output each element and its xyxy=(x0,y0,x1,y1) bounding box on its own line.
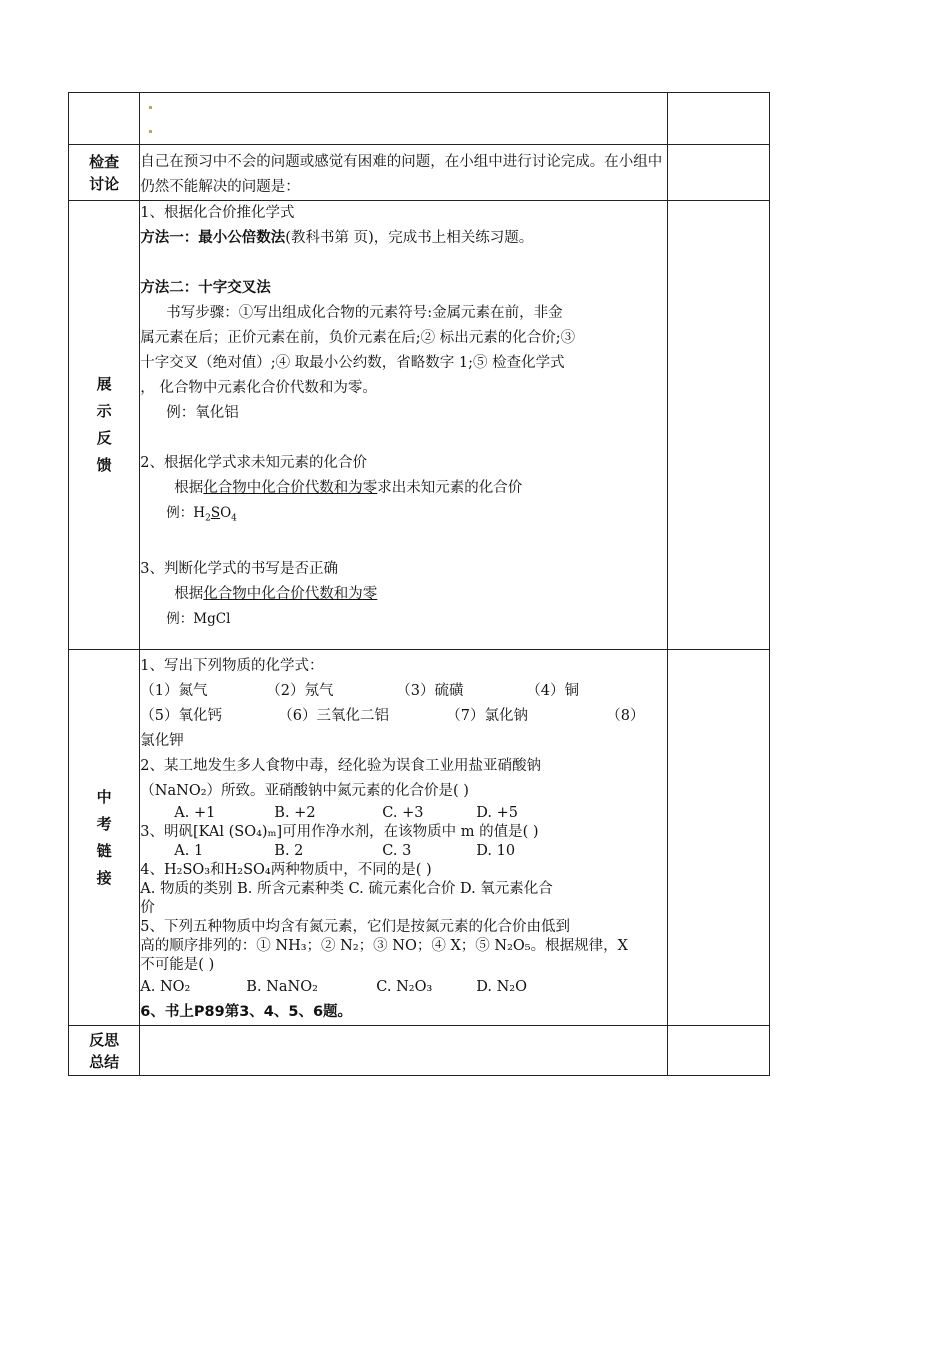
q5-option: D. N₂O xyxy=(476,979,528,995)
marker-dot xyxy=(149,106,152,109)
check-label-line1: 检查 xyxy=(89,153,120,171)
steps-line-3: 十字交叉（绝对值）;④ 取最小公约数，省略数字 1;⑤ 检查化学式 xyxy=(140,355,565,371)
q1-row-1 xyxy=(140,679,666,704)
q5-line-2: 高的顺序排列的：① NH₃；② N₂；③ NO；④ X；⑤ N₂O₅。根据规律，X xyxy=(140,938,628,954)
q3-option: B. 2 xyxy=(274,843,304,859)
section3-rule-pre: 根据 xyxy=(174,585,204,602)
reflect-content xyxy=(140,1026,667,1076)
example-3: 例：MgCl xyxy=(166,610,231,627)
exam-label-char: 考 xyxy=(96,814,112,833)
example-2-s: S xyxy=(210,505,221,521)
q5-option: B. NaNO₂ xyxy=(246,979,318,995)
row-top-notes xyxy=(667,93,769,145)
row-check xyxy=(69,145,770,201)
q2-option: A. +1 xyxy=(174,805,216,821)
q1-item: （1）氮气 xyxy=(140,683,208,699)
q3-option: D. 10 xyxy=(476,843,516,859)
section2-title: 2、根据化学式求未知元素的化合价 xyxy=(140,455,368,471)
q1-item: （5）氧化钙 xyxy=(140,708,223,724)
section2-rule-post: 求出未知元素的化合价 xyxy=(377,480,523,496)
method1-title: 方法一：最小公倍数法 xyxy=(140,230,286,246)
row-reflect xyxy=(69,1026,770,1076)
example-1: 例：氧化铝 xyxy=(166,405,239,421)
q1-title: 1、写出下列物质的化学式： xyxy=(140,658,324,674)
reflect-notes xyxy=(667,1026,769,1076)
q4-line: 4、H₂SO₃和H₂SO₄两种物质中，不同的是( ) xyxy=(140,862,432,878)
section3-rule xyxy=(140,582,666,607)
example-2-sub1: 2 xyxy=(205,513,211,524)
show-label xyxy=(69,201,140,650)
exam-label xyxy=(69,650,140,1026)
q1-item: （8） xyxy=(606,708,645,724)
q5-option: C. N₂O₃ xyxy=(376,979,433,995)
q3-option: A. 1 xyxy=(174,843,204,859)
example-2-o: O xyxy=(220,505,232,521)
q1-item: （4）铜 xyxy=(526,683,580,699)
example-2-sub2: 4 xyxy=(231,513,237,524)
show-label-char: 反 xyxy=(96,429,112,447)
exam-notes xyxy=(667,650,769,1026)
check-label xyxy=(69,145,140,201)
show-label-char: 馈 xyxy=(96,456,112,474)
example-2 xyxy=(140,501,666,532)
q4-options-1: A. 物质的类别 B. 所含元素种类 C. 硫元素化合价 D. 氧元素化合 xyxy=(140,881,553,897)
exam-content xyxy=(140,650,667,1026)
marker-dot xyxy=(149,130,152,133)
section3-rule-underlined: 化合物中化合价代数和为零 xyxy=(203,585,378,602)
q3-line: 3、明矾[KAl (SO₄)ₘ]可用作净水剂，在该物质中 m 的值是( ) xyxy=(140,824,539,840)
q2-options xyxy=(140,804,666,823)
method1 xyxy=(140,226,666,251)
q1-row-3: 氯化钾 xyxy=(140,733,184,749)
exam-label-char: 中 xyxy=(96,787,112,806)
exam-label-char: 链 xyxy=(96,841,112,860)
q1-item: （2）氖气 xyxy=(266,683,334,699)
q5-line-3: 不可能是( ) xyxy=(140,957,215,973)
q1-item: （3）硫磺 xyxy=(396,683,464,699)
q2-line-1: 2、某工地发生多人食物中毒，经化验为误食工业用盐亚硝酸钠 xyxy=(140,758,542,774)
example-2-pre: 例：H xyxy=(166,505,206,521)
steps-line-1: 书写步骤：①写出组成化合物的元素符号:金属元素在前，非金 xyxy=(166,305,563,321)
show-label-char: 展 xyxy=(96,375,112,393)
row-top-label xyxy=(69,93,140,145)
row-top xyxy=(69,93,770,145)
section2-rule xyxy=(140,476,666,501)
reflect-label-line1: 反思 xyxy=(89,1031,120,1049)
steps-line-4: ， 化合物中元素化合价代数和为零。 xyxy=(140,380,377,396)
show-label-char: 示 xyxy=(96,402,112,420)
reflect-label xyxy=(69,1026,140,1076)
lesson-table xyxy=(68,92,770,1076)
q2-line-2: （NaNO₂）所致。亚硝酸钠中氮元素的化合价是( ) xyxy=(140,783,469,799)
row-exam xyxy=(69,650,770,1026)
q1-row-2 xyxy=(140,704,666,729)
q5-line-1: 5、下列五种物质中均含有氮元素，它们是按氮元素的化合价由低到 xyxy=(140,919,571,935)
q1-item: （7）氯化钠 xyxy=(446,708,529,724)
q1-item: （6）三氧化二铝 xyxy=(278,708,390,724)
q5-options xyxy=(140,975,666,1000)
q3-option: C. 3 xyxy=(382,843,412,859)
q2-option: C. +3 xyxy=(382,805,424,821)
row-top-content xyxy=(140,93,667,145)
section2-rule-pre: 根据 xyxy=(174,480,204,496)
method1-text: (教科书第 页)，完成书上相关练习题。 xyxy=(285,230,534,246)
section2-rule-underlined: 化合物中化合价代数和为零 xyxy=(203,480,378,496)
section1-title: 1、根据化合价推化学式 xyxy=(140,205,295,221)
show-notes xyxy=(667,201,769,650)
method2-title: 方法二：十字交叉法 xyxy=(140,280,271,296)
check-label-line2: 讨论 xyxy=(89,175,120,193)
q5-option: A. NO₂ xyxy=(140,979,191,995)
check-text: 自己在预习中不会的问题或感觉有困难的问题，在小组中进行讨论完成。在小组中仍然不能解决的问题是： xyxy=(140,154,663,195)
show-content xyxy=(140,201,667,650)
steps-line-2: 属元素在后；正价元素在前，负价元素在后;② 标出元素的化合价;③ xyxy=(140,330,576,346)
q2-option: B. +2 xyxy=(274,805,316,821)
check-notes xyxy=(667,145,769,201)
q3-options xyxy=(140,842,666,861)
q2-option: D. +5 xyxy=(476,805,518,821)
q4-options-2: 价 xyxy=(140,900,155,916)
reflect-label-line2: 总结 xyxy=(89,1053,120,1071)
check-content xyxy=(140,145,667,201)
q6-line: 6、书上P89第3、4、5、6题。 xyxy=(140,1004,353,1020)
section3-title: 3、判断化学式的书写是否正确 xyxy=(140,560,339,577)
exam-label-char: 接 xyxy=(96,868,112,887)
row-show xyxy=(69,201,770,650)
